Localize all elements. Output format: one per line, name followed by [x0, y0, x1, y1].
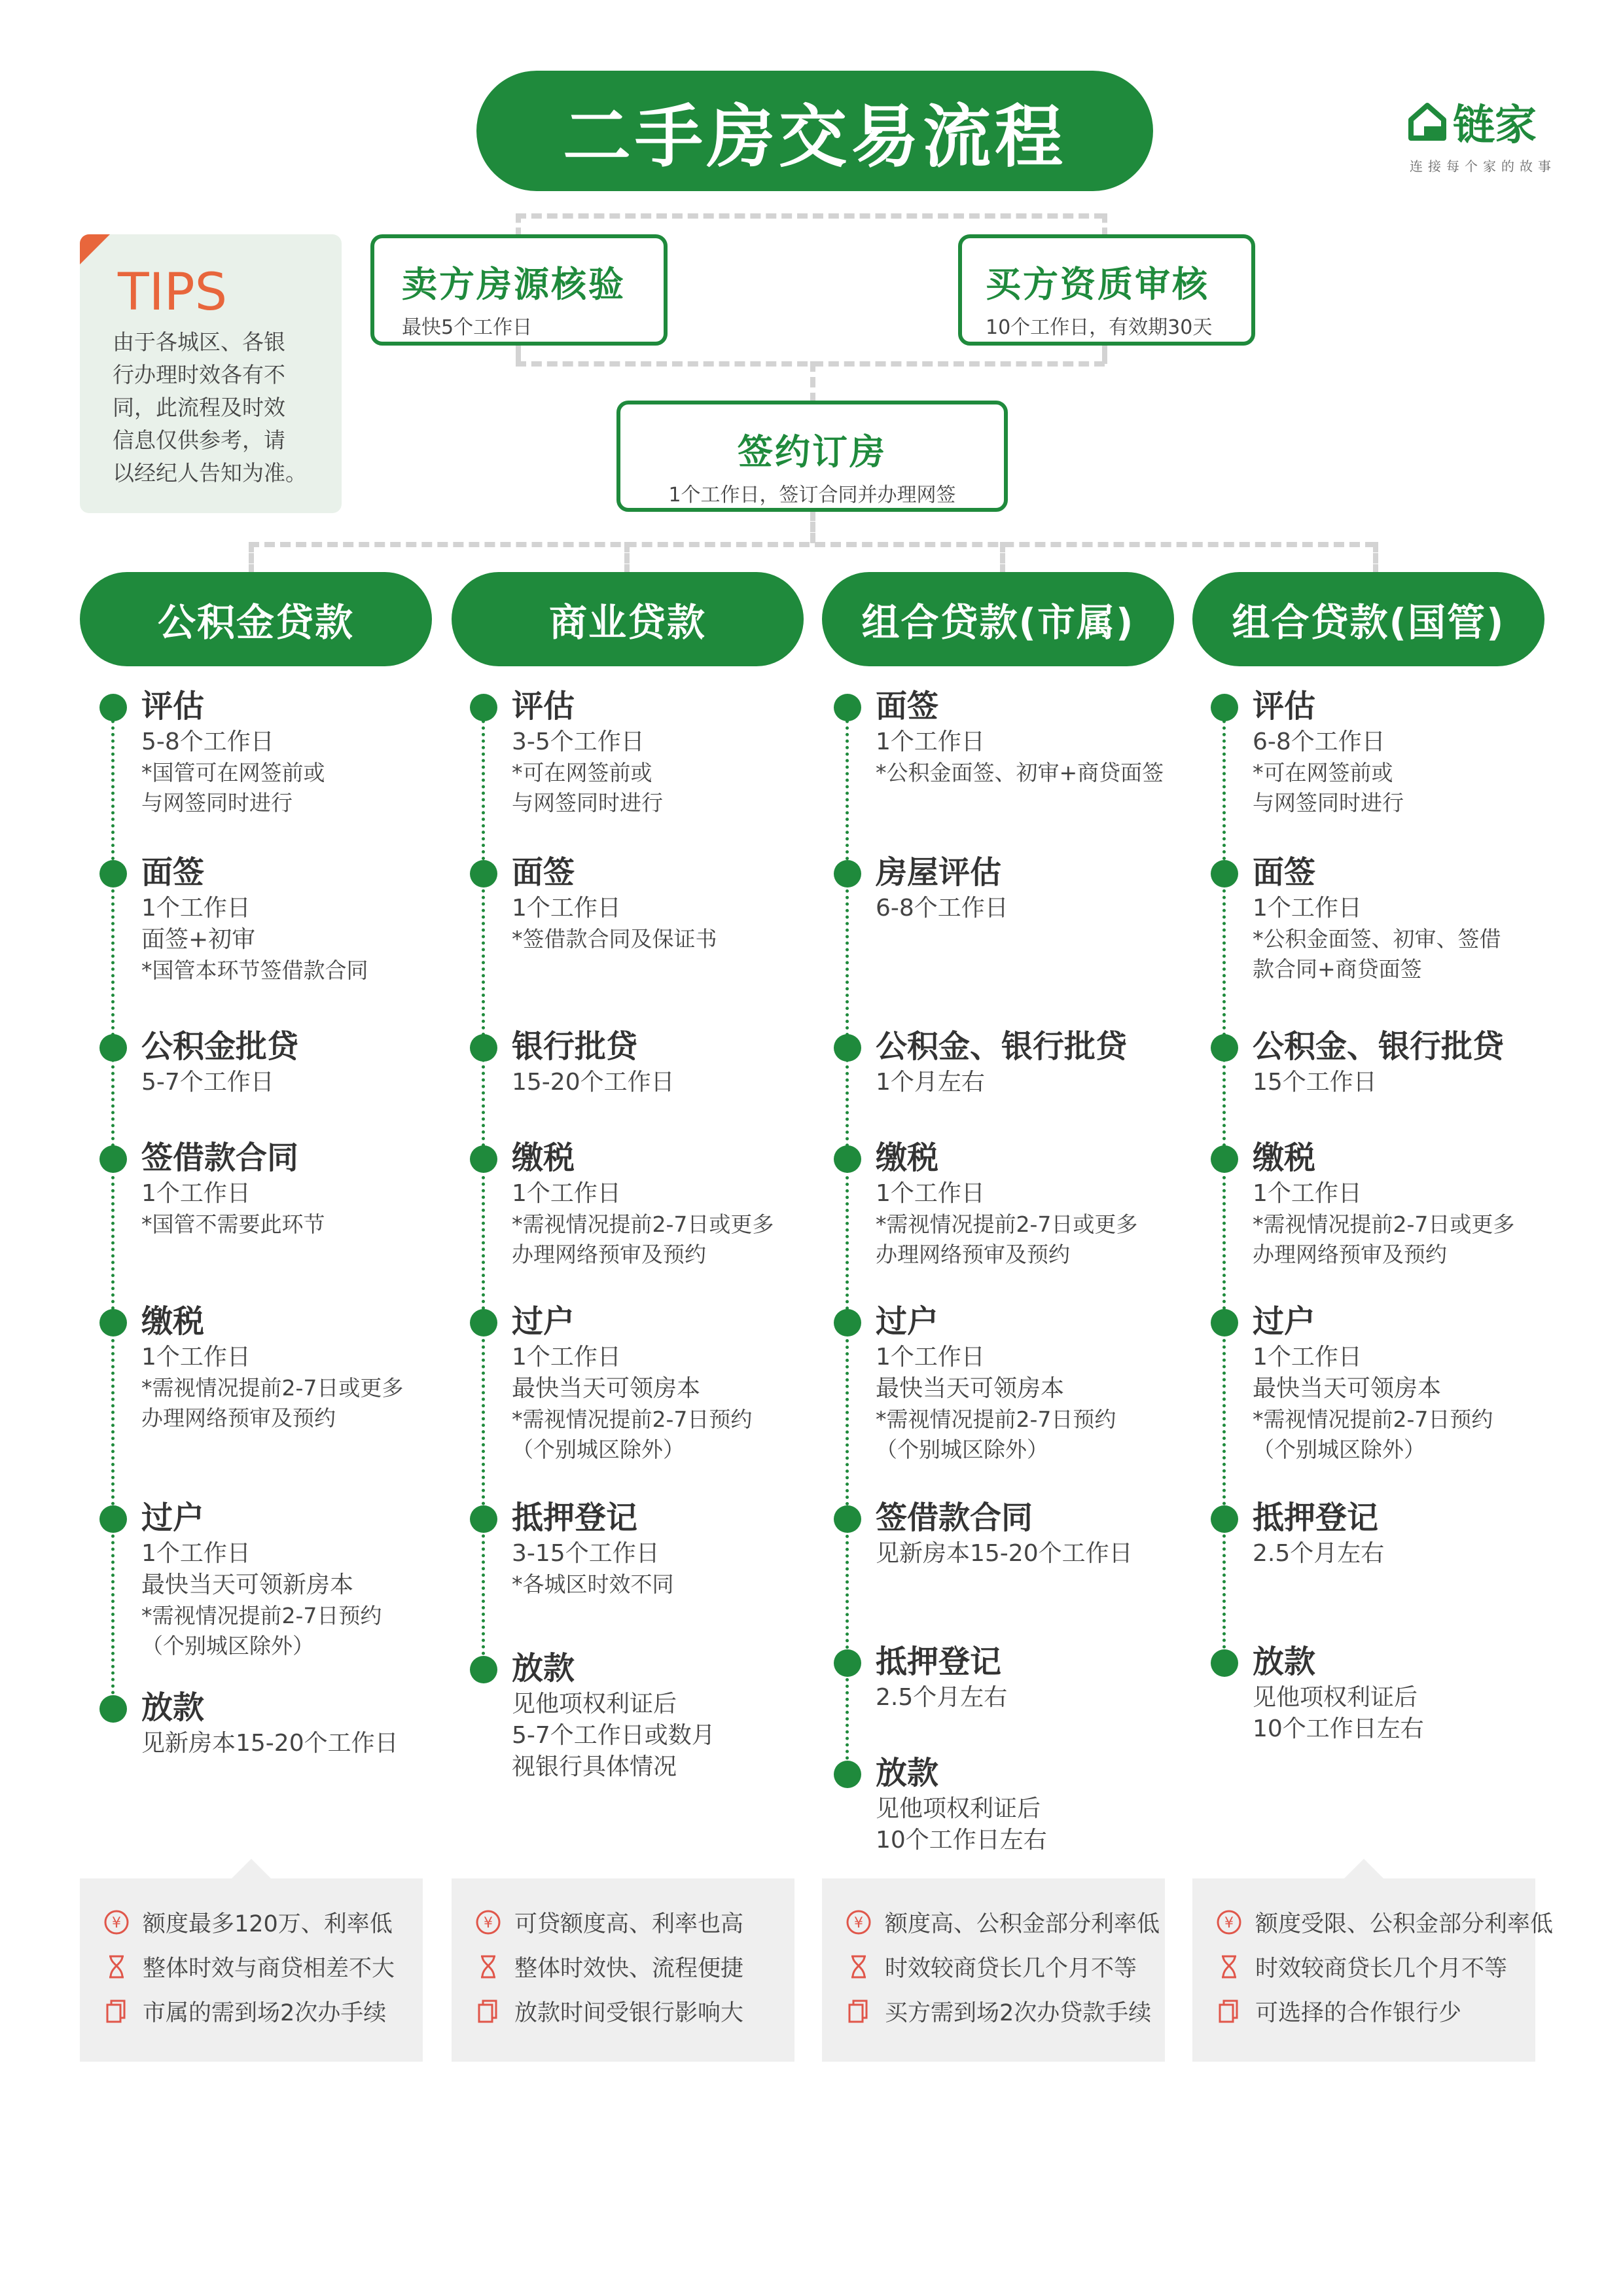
buyer-check-title: 买方资质审核 [986, 264, 1209, 305]
logo-brand: 链家 [1453, 101, 1537, 150]
connector-bottom [249, 542, 1376, 547]
timeline-dot [834, 1034, 861, 1062]
svg-text:¥: ¥ [854, 1915, 863, 1931]
pros-box-combo-municipal [822, 1878, 1165, 2062]
step-duration: 1个工作日 [512, 1344, 621, 1371]
step-duration: 1个工作日 [1253, 895, 1362, 922]
step-note: 与网签同时进行 [1253, 790, 1404, 816]
step-note: *国管本环节签借款合同 [141, 958, 368, 983]
seller-check-box [370, 234, 668, 346]
documents-icon [102, 1997, 131, 2026]
step-duration: 见新房本15-20个工作日 [141, 1730, 399, 1757]
step-duration: 1个工作日 [141, 1540, 251, 1567]
step-duration: 1个月左右 [876, 1069, 985, 1096]
step-note: （个别城区除外） [141, 1633, 314, 1659]
timeline-dot [99, 1034, 127, 1062]
connector [249, 542, 254, 575]
pros-item [1215, 1950, 1507, 1983]
step-title: 房屋评估 [876, 854, 1002, 891]
hourglass-icon [1215, 1952, 1243, 1981]
step-details [1253, 1342, 1554, 1465]
step-note: *需视情况提前2-7日或更多 [876, 1211, 1138, 1237]
step-duration: 1个工作日 [1253, 1180, 1362, 1207]
step-title: 缴税 [876, 1139, 939, 1176]
step-note: （个别城区除外） [512, 1437, 685, 1462]
pros-text: 额度最多120万、利率低 [143, 1911, 393, 1937]
yuan-icon [102, 1908, 131, 1937]
timeline-dot [99, 1309, 127, 1336]
step-title: 抵押登记 [876, 1643, 1002, 1680]
connector [516, 344, 521, 364]
step-details [1253, 893, 1554, 984]
pros-item [474, 1995, 743, 2028]
timeline-dot [1211, 860, 1238, 888]
step-note: 办理网络预审及预约 [141, 1405, 336, 1431]
step-duration: 3-5个工作日 [512, 728, 645, 755]
step-details [876, 726, 1177, 788]
step-details [512, 1342, 813, 1465]
step-details [876, 1178, 1177, 1270]
pros-item [1215, 1995, 1461, 2028]
step-details [1253, 726, 1554, 818]
pros-text: 市属的需到场2次办手续 [143, 2000, 387, 2026]
step-title: 评估 [1253, 688, 1316, 725]
sign-sub: 1个工作日，签订合同并办理网签 [668, 484, 956, 507]
timeline-dot [470, 1505, 497, 1533]
pros-text: 放款时间受银行影响大 [514, 2000, 744, 2026]
timeline-dot [834, 1505, 861, 1533]
step-duration: 1个工作日 [141, 895, 251, 922]
step-note: *需视情况提前2-7日或更多 [1253, 1211, 1515, 1237]
connector-top [516, 213, 1105, 219]
sign-title: 签约订房 [738, 431, 887, 473]
timeline-dot [1211, 1309, 1238, 1336]
step-title: 公积金、银行批贷 [876, 1028, 1128, 1065]
tips-line: 以经纪人告知为准。 [113, 460, 307, 486]
timeline-dot [99, 860, 127, 888]
step-duration: 1个工作日 [1253, 1344, 1362, 1371]
step-duration: 3-15个工作日 [512, 1540, 660, 1567]
pros-text: 时效较商贷长几个月不等 [885, 1956, 1137, 1982]
step-title: 缴税 [141, 1303, 205, 1340]
timeline-dot [834, 1145, 861, 1173]
yuan-icon [1215, 1908, 1243, 1937]
step-details [512, 1178, 813, 1270]
timeline-dot [834, 1309, 861, 1336]
lianjia-logo [1407, 92, 1558, 174]
pros-text: 买方需到场2次办贷款手续 [885, 2000, 1152, 2026]
step-duration: 10个工作日左右 [1253, 1715, 1424, 1742]
step-details [876, 893, 1177, 924]
step-details [512, 1067, 813, 1098]
step-duration: 最快当天可领新房本 [141, 1571, 354, 1598]
step-duration: 视银行具体情况 [512, 1753, 677, 1780]
pros-text: 时效较商贷长几个月不等 [1255, 1956, 1508, 1982]
pros-box-combo-national [1192, 1878, 1554, 2062]
step-details [512, 726, 813, 818]
step-title: 签借款合同 [876, 1499, 1033, 1536]
step-duration: 1个工作日 [141, 1344, 251, 1371]
step-details [1253, 1067, 1554, 1098]
step-details [141, 893, 442, 986]
sign-box [616, 401, 1008, 512]
timeline-dot [1211, 1649, 1238, 1677]
connector [1373, 542, 1378, 575]
timeline-dot [99, 694, 127, 721]
step-title: 放款 [876, 1755, 939, 1791]
timeline-dot [99, 1695, 127, 1723]
pointer [1344, 1859, 1383, 1878]
step-note: （个别城区除外） [876, 1437, 1048, 1462]
step-duration: 5-7个工作日 [141, 1069, 274, 1096]
step-duration: 15-20个工作日 [512, 1069, 675, 1096]
timeline-dot [470, 1656, 497, 1683]
svg-text:¥: ¥ [1224, 1915, 1234, 1931]
step-duration: 2.5个月左右 [876, 1684, 1008, 1711]
step-title: 过户 [876, 1303, 939, 1340]
step-title: 公积金、银行批贷 [1253, 1028, 1505, 1065]
loan-header-provident-fund: 公积金贷款 [80, 572, 432, 666]
step-title: 抵押登记 [1253, 1499, 1379, 1536]
step-note: *需视情况提前2-7日预约 [876, 1407, 1116, 1432]
step-title: 放款 [1253, 1643, 1316, 1680]
timeline-dot [834, 1649, 861, 1677]
step-title: 评估 [141, 688, 205, 725]
step-duration: 10个工作日左右 [876, 1827, 1047, 1854]
pros-text: 额度受限、公积金部分利率低 [1255, 1911, 1554, 1937]
step-note: （个别城区除外） [1253, 1437, 1425, 1462]
step-details [876, 1793, 1177, 1856]
step-duration: 最快当天可领房本 [512, 1375, 701, 1402]
timeline-dot [1211, 1505, 1238, 1533]
step-title: 签借款合同 [141, 1139, 299, 1176]
step-duration: 1个工作日 [876, 728, 985, 755]
step-details [141, 1728, 442, 1759]
pros-item [844, 1995, 1151, 2028]
step-title: 银行批贷 [512, 1028, 638, 1065]
loan-header-combo-municipal: 组合贷款(市属) [822, 572, 1174, 666]
step-details [141, 726, 442, 818]
timeline-dot [1211, 694, 1238, 721]
step-title: 过户 [512, 1303, 575, 1340]
connector [1102, 344, 1107, 364]
step-details [1253, 1682, 1554, 1745]
documents-icon [844, 1997, 873, 2026]
step-note: 办理网络预审及预约 [1253, 1242, 1447, 1267]
step-details [1253, 1178, 1554, 1270]
yuan-icon [844, 1908, 873, 1937]
tips-corner-flag [80, 234, 110, 264]
step-duration: 5-7个工作日或数月 [512, 1722, 715, 1749]
seller-check-title: 卖方房源核验 [402, 264, 626, 305]
step-title: 面签 [512, 854, 575, 891]
timeline-dot [470, 860, 497, 888]
step-duration: 5-8个工作日 [141, 728, 274, 755]
step-title: 面签 [141, 854, 205, 891]
pros-box-commercial [452, 1878, 794, 2062]
loan-header-commercial: 商业贷款 [452, 572, 804, 666]
timeline-dot [834, 694, 861, 721]
step-duration: 见他项权利证后 [512, 1691, 677, 1717]
step-note: 办理网络预审及预约 [876, 1242, 1070, 1267]
timeline-line [111, 707, 115, 1702]
step-title: 缴税 [1253, 1139, 1316, 1176]
step-duration: 最快当天可领房本 [876, 1375, 1065, 1402]
svg-text:¥: ¥ [112, 1915, 121, 1931]
yuan-icon [474, 1908, 503, 1937]
step-duration: 见他项权利证后 [1253, 1684, 1418, 1711]
step-details [1253, 1538, 1554, 1570]
connector [1000, 542, 1005, 575]
step-title: 抵押登记 [512, 1499, 638, 1536]
pros-item [102, 1950, 395, 1983]
step-note: *需视情况提前2-7日预约 [141, 1603, 382, 1628]
pros-item [844, 1950, 1137, 1983]
timeline-dot [99, 1145, 127, 1173]
step-note: *可在网签前或 [512, 760, 652, 785]
pros-text: 整体时效快、流程便捷 [514, 1956, 744, 1982]
step-note: *需视情况提前2-7日预约 [512, 1407, 753, 1432]
step-details [512, 1538, 813, 1600]
timeline-dot [470, 1309, 497, 1336]
step-note: *国管不需要此环节 [141, 1211, 325, 1237]
step-duration: 见他项权利证后 [876, 1795, 1041, 1822]
step-title: 缴税 [512, 1139, 575, 1176]
tips-line: 信息仅供参考，请 [113, 427, 285, 453]
step-note: 与网签同时进行 [141, 790, 293, 816]
hourglass-icon [474, 1952, 503, 1981]
step-details [876, 1682, 1177, 1713]
step-details [141, 1342, 442, 1433]
pros-item [1215, 1906, 1553, 1939]
step-details [141, 1067, 442, 1098]
documents-icon [1215, 1997, 1243, 2026]
step-note: *国管可在网签前或 [141, 760, 325, 785]
buyer-check-box [958, 234, 1255, 346]
step-title: 面签 [1253, 854, 1316, 891]
connector [624, 542, 630, 575]
pros-item [474, 1906, 743, 1939]
step-note: 办理网络预审及预约 [512, 1242, 706, 1267]
step-title: 面签 [876, 688, 939, 725]
step-duration: 15个工作日 [1253, 1069, 1377, 1096]
pros-text: 整体时效与商贷相差不大 [143, 1956, 395, 1982]
step-note: *签借款合同及保证书 [512, 926, 717, 952]
step-note: *需视情况提前2-7日预约 [1253, 1407, 1493, 1432]
step-title: 放款 [512, 1650, 575, 1687]
step-duration: 面签+初审 [141, 926, 256, 953]
tips-line: 同，此流程及时效 [113, 395, 285, 420]
pros-box-provident-fund [80, 1878, 423, 2062]
step-details [876, 1538, 1177, 1570]
pros-item [844, 1906, 1160, 1939]
step-title: 放款 [141, 1689, 205, 1726]
loan-header-combo-national: 组合贷款(国管) [1192, 572, 1544, 666]
tips-line: 行办理时效各有不 [113, 362, 285, 387]
step-title: 过户 [141, 1499, 205, 1536]
step-duration: 6-8个工作日 [876, 895, 1008, 922]
step-details [876, 1067, 1177, 1098]
documents-icon [474, 1997, 503, 2026]
step-duration: 最快当天可领房本 [1253, 1375, 1442, 1402]
timeline-dot [99, 1505, 127, 1533]
tips-box [80, 234, 342, 513]
step-duration: 1个工作日 [876, 1180, 985, 1207]
step-details [141, 1178, 442, 1240]
tips-text [113, 326, 329, 490]
timeline-dot [834, 1761, 861, 1788]
house-logo-icon [1407, 101, 1448, 142]
step-details [141, 1538, 442, 1661]
svg-text:¥: ¥ [484, 1915, 493, 1931]
tips-line: 由于各城区、各银 [113, 329, 285, 355]
timeline-dot [470, 694, 497, 721]
pros-text: 额度高、公积金部分利率低 [885, 1911, 1160, 1937]
step-duration: 1个工作日 [876, 1344, 985, 1371]
pros-item [474, 1950, 743, 1983]
connector [810, 511, 815, 543]
timeline-dot [470, 1034, 497, 1062]
step-note: *公积金面签、初审、签借 [1253, 926, 1501, 952]
step-duration: 1个工作日 [512, 895, 621, 922]
seller-check-sub: 最快5个工作日 [402, 316, 533, 339]
step-duration: 2.5个月左右 [1253, 1540, 1385, 1567]
step-details [512, 893, 813, 954]
page-title: 二手房交易流程 [476, 71, 1153, 191]
step-note: *公积金面签、初审+商贷面签 [876, 760, 1164, 785]
connector [1102, 213, 1107, 237]
timeline-dot [1211, 1034, 1238, 1062]
timeline-dot [834, 860, 861, 888]
step-duration: 6-8个工作日 [1253, 728, 1385, 755]
step-note: 与网签同时进行 [512, 790, 663, 816]
timeline-dot [470, 1145, 497, 1173]
pros-text: 可贷额度高、利率也高 [514, 1911, 744, 1937]
step-details [876, 1342, 1177, 1465]
step-note: *需视情况提前2-7日或更多 [141, 1375, 404, 1401]
step-details [512, 1689, 813, 1783]
step-duration: 1个工作日 [141, 1180, 251, 1207]
step-note: *各城区时效不同 [512, 1571, 674, 1597]
step-duration: 见新房本15-20个工作日 [876, 1540, 1133, 1567]
step-note: 款合同+商贷面签 [1253, 956, 1422, 982]
step-title: 公积金批贷 [141, 1028, 299, 1065]
connector [516, 213, 521, 237]
pointer [232, 1859, 271, 1878]
step-title: 评估 [512, 688, 575, 725]
logo-slogan: 连接每个家的故事 [1410, 158, 1556, 174]
timeline-dot [1211, 1145, 1238, 1173]
connector [810, 361, 815, 403]
pros-text: 可选择的合作银行少 [1255, 2000, 1462, 2026]
pros-item [102, 1995, 386, 2028]
step-note: *需视情况提前2-7日或更多 [512, 1211, 774, 1237]
hourglass-icon [102, 1952, 131, 1981]
pros-item [102, 1906, 393, 1939]
step-duration: 1个工作日 [512, 1180, 621, 1207]
step-title: 过户 [1253, 1303, 1316, 1340]
tips-heading: TIPS [118, 263, 228, 322]
buyer-check-sub: 10个工作日，有效期30天 [986, 316, 1213, 339]
step-note: *可在网签前或 [1253, 760, 1393, 785]
hourglass-icon [844, 1952, 873, 1981]
